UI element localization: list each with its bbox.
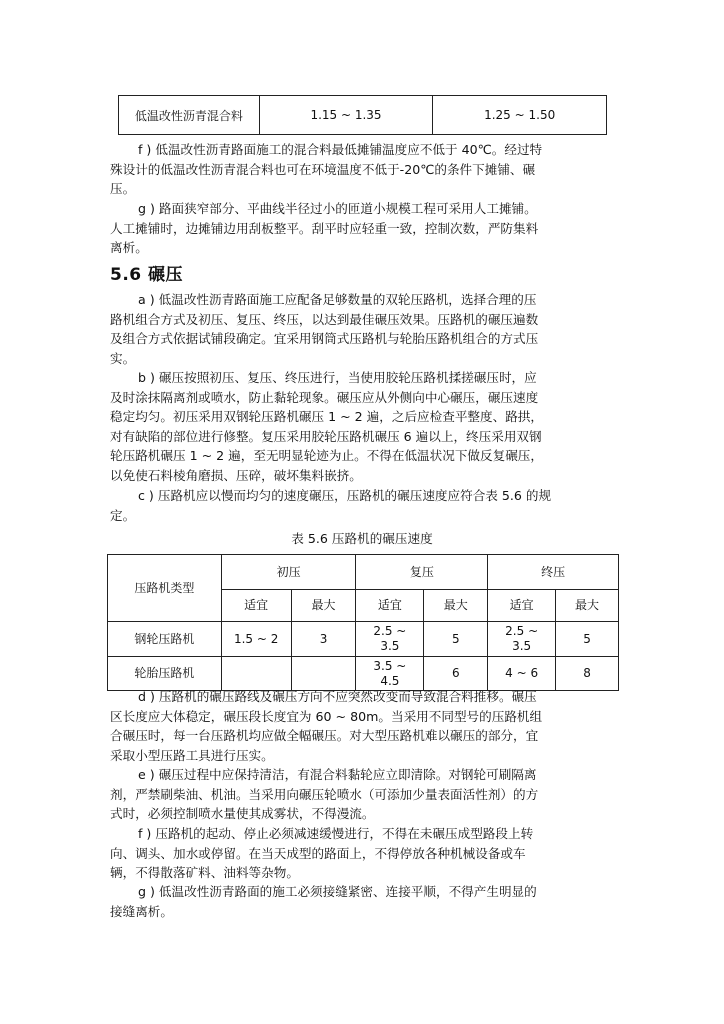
table-cell-material: 低温改性沥青混合料 — [119, 96, 260, 135]
table-header-row — [108, 555, 619, 590]
text-line: b ) 碾压按照初压、复压、终压进行，当使用胶轮压路机揉搓碾压时，应 — [138, 370, 537, 385]
text-line: 辆，不得散落矿料、油料等杂物。 — [110, 865, 299, 881]
text-line: 实。 — [110, 350, 136, 366]
text-line: 路机组合方式及初压、复压、终压，以达到最佳碾压效果。压路机的碾压遍数 — [110, 311, 539, 327]
paragraph-f-paving-temperature — [110, 140, 616, 199]
header-roller-type: 压路机类型 — [108, 555, 222, 622]
cell-line: 4.5 — [380, 673, 400, 688]
text-line: d ) 压路机的碾压路线及碾压方向不应突然改变而导致混合料推移。碾压 — [138, 689, 537, 704]
table-caption: 表 5.6 压路机的碾压速度 — [291, 531, 433, 546]
cell-intermediate-suitable — [356, 622, 424, 657]
subheader-suitable: 适宜 — [221, 590, 291, 622]
mix-ratio-table-fragment — [118, 95, 607, 135]
text-line: 定。 — [110, 507, 136, 523]
paragraph-b-compaction-sequence — [110, 368, 616, 486]
cell-initial-suitable: 1.5 ~ 2 — [221, 622, 291, 657]
text-line: 轮压路机碾压 1 ~ 2 遍，至无明显轮迹为止。不得在低温状况下做反复碾压， — [110, 448, 543, 464]
table-row — [108, 622, 619, 657]
subheader-max: 最大 — [424, 590, 488, 622]
cell-line: 2.5 ~ — [505, 624, 539, 638]
text-line: 区长度应大体稳定，碾压段长度宜为 60 ~ 80m。当采用不同型号的压路机组 — [110, 708, 543, 724]
cell-intermediate-max: 5 — [424, 622, 488, 657]
cell-final-suitable — [488, 622, 556, 657]
text-line: f ) 低温改性沥青路面施工的混合料最低摊铺温度应不低于 40℃。经过特 — [138, 142, 543, 157]
subheader-suitable: 适宜 — [356, 590, 424, 622]
text-line: f ) 压路机的起动、停止必须减速缓慢进行，不得在未碾压成型路段上转 — [138, 826, 534, 841]
paragraph-a-rollers — [110, 290, 616, 368]
text-line: c ) 压路机应以慢而均匀的速度碾压，压路机的碾压速度应符合表 5.6 的规 — [138, 488, 552, 503]
cell-intermediate-suitable — [356, 657, 424, 691]
cell-final-max: 5 — [556, 622, 619, 657]
cell-line: 2.5 ~ — [373, 624, 407, 638]
paragraph-c-speed — [110, 486, 616, 525]
cell-initial-max — [291, 657, 356, 691]
text-line: 剂，严禁刷柴油、机油。当采用向碾压轮喷水（可添加少量表面活性剂）的方 — [110, 786, 539, 802]
text-line: e ) 碾压过程中应保持清洁，有混合料黏轮应立即清除。对钢轮可刷隔离 — [138, 767, 537, 782]
text-line: 采取小型压路工具进行压实。 — [110, 747, 274, 763]
table-row — [108, 657, 619, 691]
text-line: g ) 路面狭窄部分、平曲线半径过小的匝道小规模工程可采用人工摊铺。 — [138, 201, 537, 216]
header-final-compaction: 终压 — [488, 555, 619, 590]
text-line: 以免使石料棱角磨损、压碎，破坏集料嵌挤。 — [110, 467, 362, 483]
text-line: 对有缺陷的部位进行修整。复压采用胶轮压路机碾压 6 遍以上，终压采用双钢 — [110, 428, 542, 444]
roller-speed-table — [107, 554, 619, 691]
section-heading: 5.6 碾压 — [110, 265, 184, 285]
text-line: 殊设计的低温改性沥青混合料也可在环境温度不低于-20℃的条件下摊铺、碾 — [110, 161, 536, 177]
table-cell-range-1: 1.15 ~ 1.35 — [259, 96, 433, 135]
cell-roller-type: 钢轮压路机 — [108, 622, 222, 657]
text-line: 式时，必须控制喷水量使其成雾状，不得漫流。 — [110, 806, 375, 822]
text-line: 离析。 — [110, 240, 148, 256]
cell-line: 4 ~ 6 — [505, 666, 539, 680]
text-line: 压。 — [110, 181, 136, 197]
cell-initial-suitable — [221, 657, 291, 691]
text-line: 稳定均匀。初压采用双钢轮压路机碾压 1 ~ 2 遍，之后应检查平整度、路拱， — [110, 409, 543, 425]
subheader-max: 最大 — [556, 590, 619, 622]
text-line: 及组合方式依据试铺段确定。宜采用钢筒式压路机与轮胎压路机组合的方式压 — [110, 331, 539, 347]
paragraph-g-manual-paving — [110, 199, 616, 258]
subheader-max: 最大 — [291, 590, 356, 622]
cell-line: 3.5 ~ — [373, 658, 407, 673]
text-line: 人工摊铺时，边摊铺边用刮板整平。刮平时应轻重一致，控制次数，严防集料 — [110, 220, 539, 236]
cell-line: 3.5 — [380, 639, 400, 653]
paragraph-d-rolling-route — [110, 687, 616, 765]
cell-roller-type: 轮胎压路机 — [108, 657, 222, 691]
cell-final-suitable — [488, 657, 556, 691]
cell-line: 3.5 — [512, 639, 532, 653]
text-line: 向、调头、加水或停留。在当天成型的路面上，不得停放各种机械设备或车 — [110, 845, 526, 861]
header-intermediate-compaction: 复压 — [356, 555, 488, 590]
text-line: g ) 低温改性沥青路面的施工必须接缝紧密、连接平顺，不得产生明显的 — [138, 884, 537, 899]
paragraph-f-start-stop — [110, 824, 616, 883]
table-cell-range-2: 1.25 ~ 1.50 — [433, 96, 607, 135]
table-row — [119, 96, 607, 135]
header-initial-compaction: 初压 — [221, 555, 356, 590]
paragraph-g-joints — [110, 882, 616, 921]
cell-final-max: 8 — [556, 657, 619, 691]
text-line: a ) 低温改性沥青路面施工应配备足够数量的双轮压路机，选择合理的压 — [138, 292, 537, 307]
cell-initial-max: 3 — [291, 622, 356, 657]
text-line: 合碾压时，每一台压路机均应做全幅碾压。对大型压路机难以碾压的部分，宜 — [110, 728, 539, 744]
subheader-suitable: 适宜 — [488, 590, 556, 622]
text-line: 接缝离析。 — [110, 903, 173, 919]
cell-intermediate-max: 6 — [424, 657, 488, 691]
paragraph-e-cleanliness — [110, 765, 616, 824]
text-line: 及时涂抹隔离剂或喷水，防止黏轮现象。碾压应从外侧向中心碾压，碾压速度 — [110, 389, 539, 405]
